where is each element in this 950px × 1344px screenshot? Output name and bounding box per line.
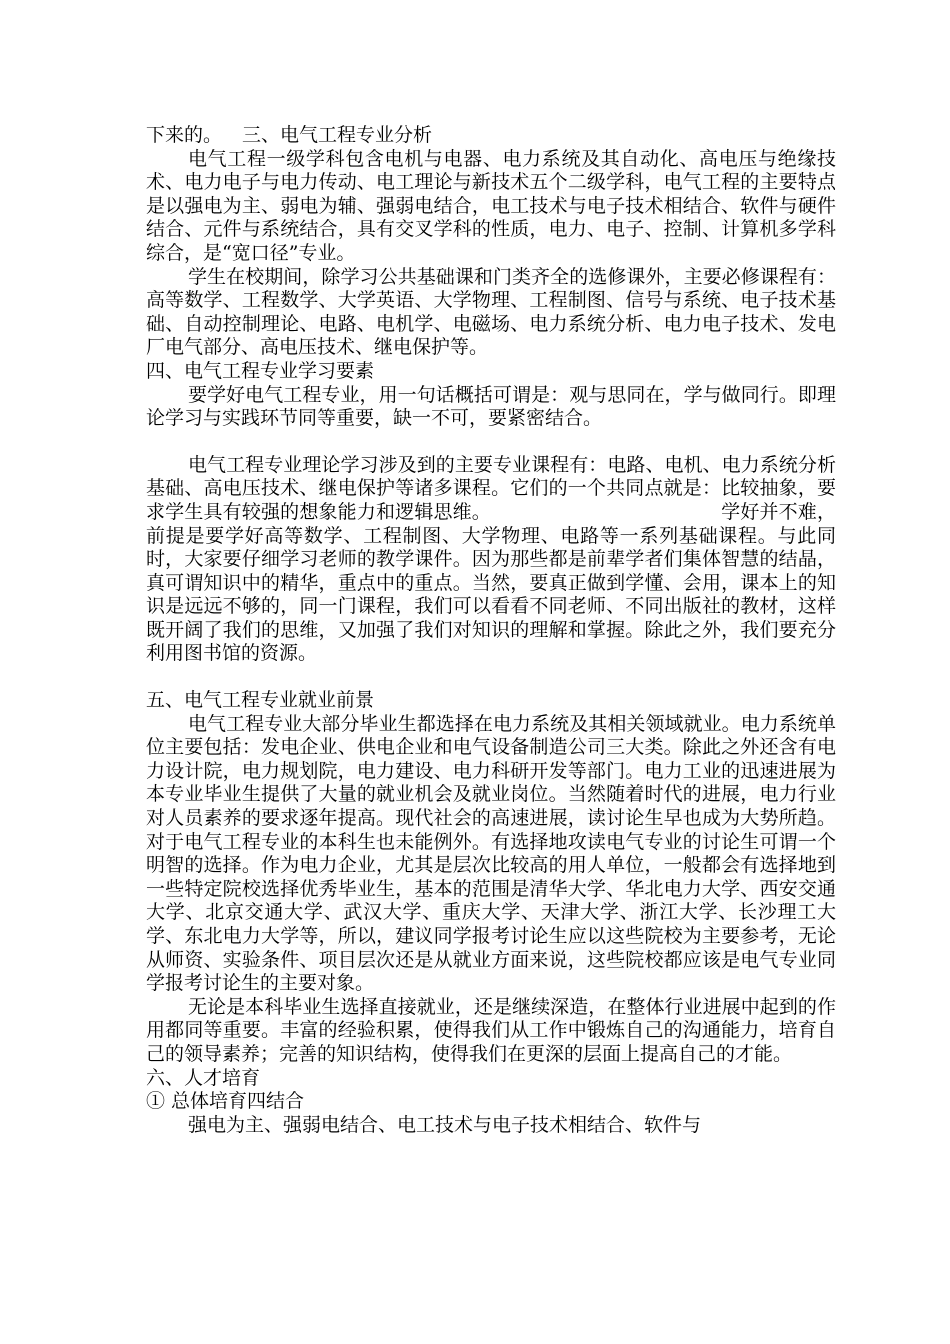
- section-heading-6: 六、人才培育: [146, 1066, 261, 1089]
- paragraph-discipline-overview: 电气工程一级学科包含电机与电器、电力系统及其自动化、高电压与绝缘技术、电力电子与电力传动、电工理论与新技术五个二级学科，电气工程的主要特点是以强电为主、弱电为辅、强弱电结合，电工技术与电子技术相结合、软件与硬件结合、元件与系统结合，具有交叉学科的性质，电力、电子、控制、计算机多学科综合，是“宽口径”专业。: [146, 147, 836, 264]
- paragraph-theory-study: [146, 454, 836, 666]
- continuation-text: 下来的。: [146, 124, 223, 146]
- paragraph-study-principle: 要学好电气工程专业，用一句话概括可谓是：观与思同在，学与做同行。即理论学习与实践环节同等重要，缺一不可，要紧密结合。: [146, 383, 836, 430]
- paragraph-training-principles: 强电为主、强弱电结合、电工技术与电子技术相结合、软件与: [188, 1113, 702, 1136]
- subsection-heading-1: ① 总体培育四结合: [146, 1090, 305, 1113]
- section-heading-4: 四、电气工程专业学习要素: [146, 359, 375, 382]
- section-heading-5: 五、电气工程专业就业前景: [146, 689, 375, 712]
- paragraph-development: 无论是本科毕业生选择直接就业，还是继续深造，在整体行业进展中起到的作用都同等重要。丰富的经验积累，使得我们从工作中锻炼自己的沟通能力，培育自己的领导素养；完善的知识结构，使得我们在更深的层面上提高自己的才能。: [146, 995, 836, 1065]
- document-body: [146, 124, 836, 1137]
- theory-study-text-b: 学好并不难，前提是要学好高等数学、工程制图、大学物理、电路等一系列基础课程。与此同时，大家要仔细学习老师的教学课件。因为那些都是前辈学者们集体智慧的结晶，真可谓知识中的精华，重点中的重点。当然，要真正做到学懂、会用，课本上的知识是远远不够的，同一门课程，我们可以看看不同老师、不同出版社的教材，这样既开阔了我们的思维，又加强了我们对知识的理解和掌握。除此之外，我们要充分利用图书馆的资源。: [146, 500, 836, 665]
- paragraph-core-courses: 学生在校期间，除学习公共基础课和门类齐全的选修课外，主要必修课程有：高等数学、工程数学、大学英语、大学物理、工程制图、信号与系统、电子技术基础、自动控制理论、电路、电机学、电磁场、电力系统分析、电力电子技术、发电厂电气部分、高电压技术、继电保护等。: [146, 265, 836, 359]
- section-heading-3: 三、电气工程专业分析: [242, 124, 433, 146]
- theory-study-text-a: 电气工程专业理论学习涉及到的主要专业课程有：电路、电机、电力系统分析基础、高电压技术、继电保护等诸多课程。它们的一个共同点就是：比较抽象，要求学生具有较强的想象能力和逻辑思维。: [146, 453, 836, 523]
- paragraph-continuation: [146, 124, 836, 148]
- paragraph-career-prospects: 电气工程专业大部分毕业生都选择在电力系统及其相关领域就业。电力系统单位主要包括：发电企业、供电企业和电气设备制造公司三大类。除此之外还含有电力设计院，电力规划院，电力建设、电力科研开发等部门。电力工业的迅速进展为本专业毕业生提供了大量的就业机会及就业岗位。当然随着时代的进展，电力行业对人员素养的要求逐年提高。现代社会的高速进展，读讨论生早也成为大势所趋。对于电气工程专业的本科生也未能例外。有选择地攻读电气专业的讨论生可谓一个明智的选择。作为电力企业，尤其是层次比较高的用人单位，一般都会有选择地到一些特定院校选择优秀毕业生，基本的范围是清华大学、华北电力大学、西安交通大学、北京交通大学、武汉大学、重庆大学、天津大学、浙江大学、长沙理工大学、东北电力大学等，所以，建议同学报考讨论生应以这些院校为主要参考，无论从师资、实验条件、项目层次还是从就业方面来说，这些院校都应该是电气专业同学报考讨论生的主要对象。: [146, 712, 836, 995]
